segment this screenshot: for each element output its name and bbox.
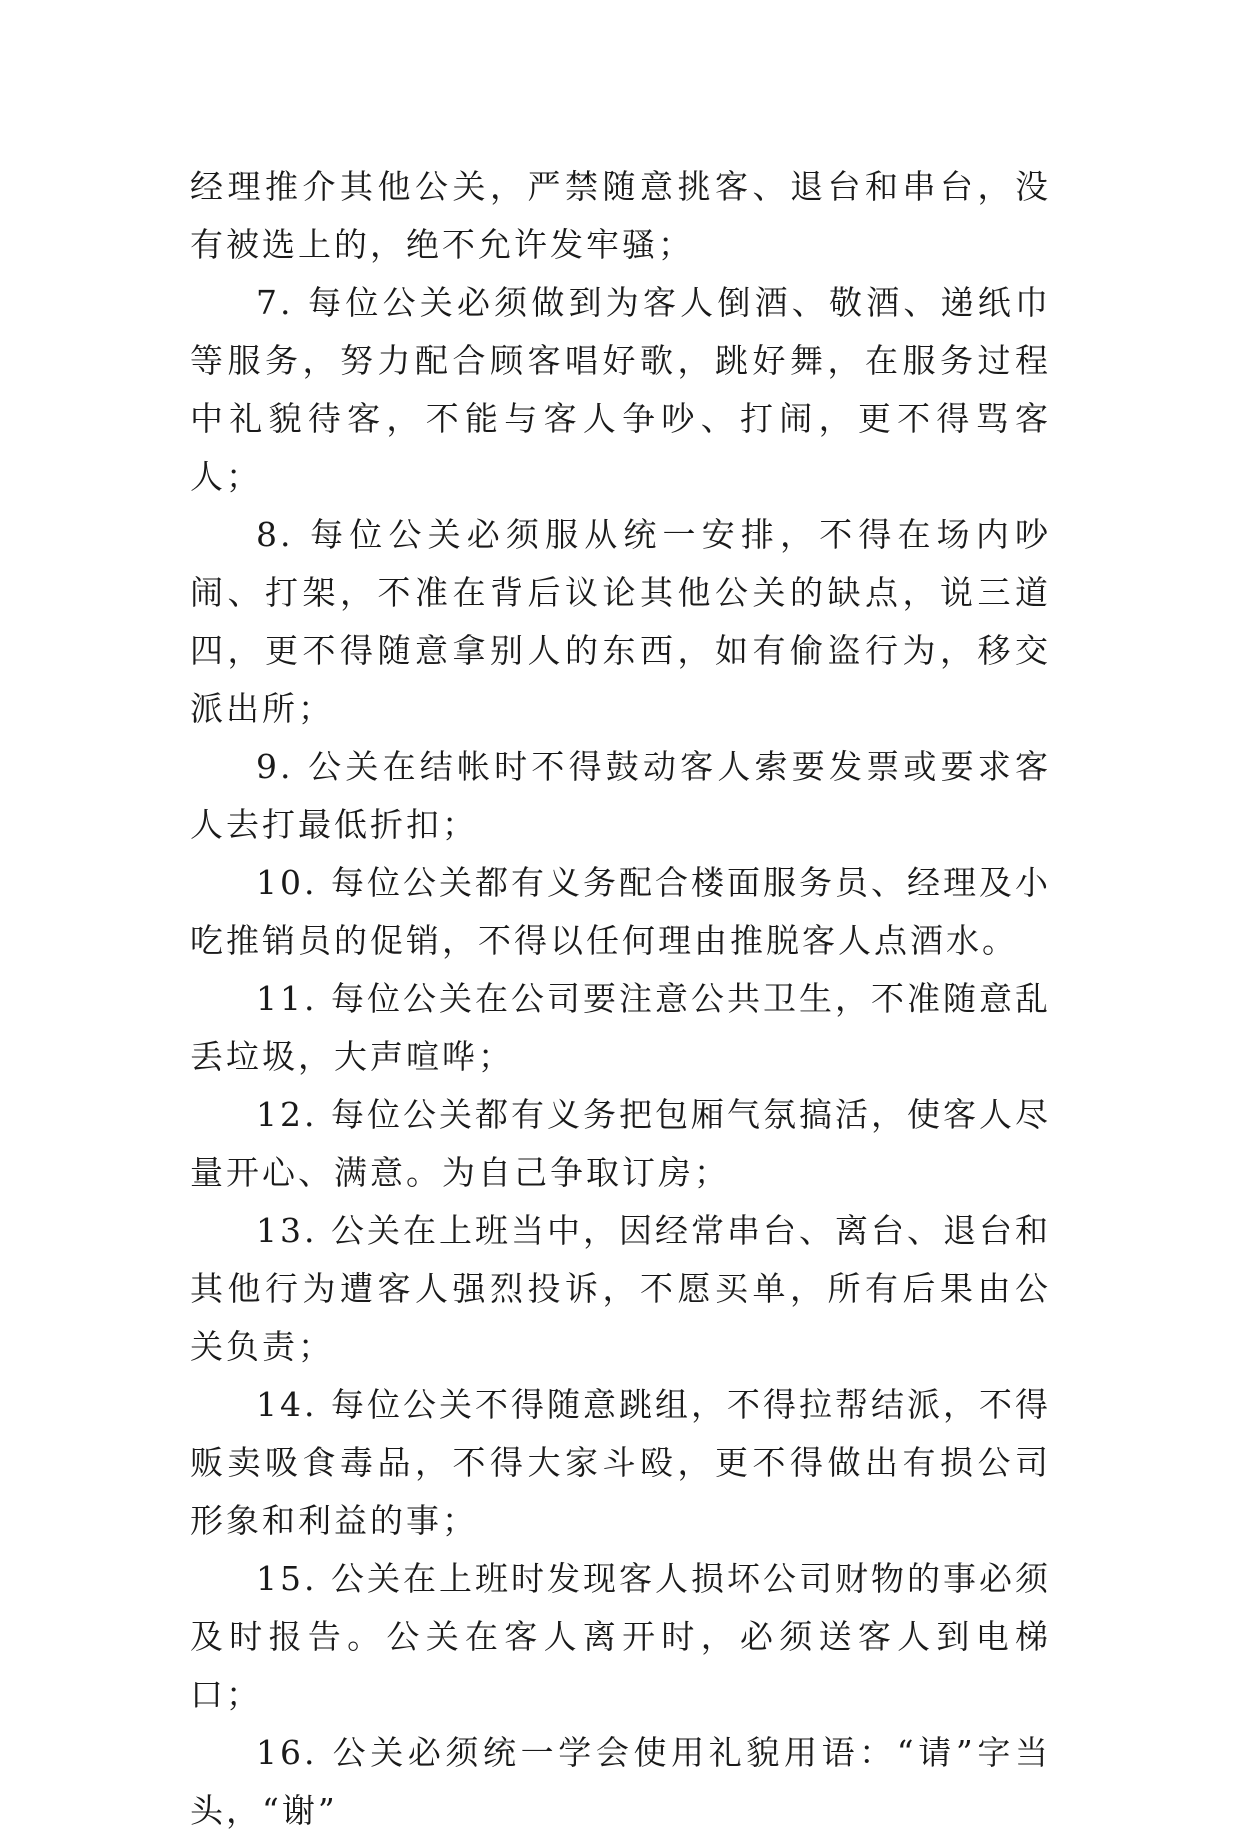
- rule-item-11: 11. 每位公关在公司要注意公共卫生，不准随意乱丢垃圾，大声喧哗；: [190, 979, 1051, 1076]
- rule-item-10: 10. 每位公关都有义务配合楼面服务员、经理及小吃推销员的促销，不得以任何理由推脱客人点酒水。: [190, 863, 1051, 960]
- rule-item-12: 12. 每位公关都有义务把包厢气氛搞活，使客人尽量开心、满意。为自己争取订房；: [190, 1095, 1051, 1192]
- rule-item-8: 8. 每位公关必须服从统一安排，不得在场内吵闹、打架，不准在背后议论其他公关的缺点，说三道四，更不得随意拿别人的东西，如有偷盗行为，移交派出所；: [190, 515, 1051, 728]
- rule-item-7: 7. 每位公关必须做到为客人倒酒、敬酒、递纸巾等服务，努力配合顾客唱好歌，跳好舞，在服务过程中礼貌待客，不能与客人争吵、打闹，更不得骂客人；: [190, 283, 1051, 496]
- document-page: [190, 158, 1051, 1840]
- paragraph-continuation: 经理推介其他公关，严禁随意挑客、退台和串台，没有被选上的，绝不允许发牢骚；: [190, 167, 1051, 264]
- rule-item-16: 16. 公关必须统一学会使用礼貌用语：“请”字当头，“谢”: [190, 1733, 1051, 1830]
- rule-item-15: 15. 公关在上班时发现客人损坏公司财物的事必须及时报告。公关在客人离开时，必须送客人到电梯口；: [190, 1559, 1051, 1714]
- rule-item-9: 9. 公关在结帐时不得鼓动客人索要发票或要求客人去打最低折扣；: [190, 747, 1051, 844]
- rule-item-13: 13. 公关在上班当中，因经常串台、离台、退台和其他行为遭客人强烈投诉，不愿买单，所有后果由公关负责；: [190, 1211, 1051, 1366]
- rule-item-14: 14. 每位公关不得随意跳组，不得拉帮结派，不得贩卖吸食毒品，不得大家斗殴，更不得做出有损公司形象和利益的事；: [190, 1385, 1051, 1540]
